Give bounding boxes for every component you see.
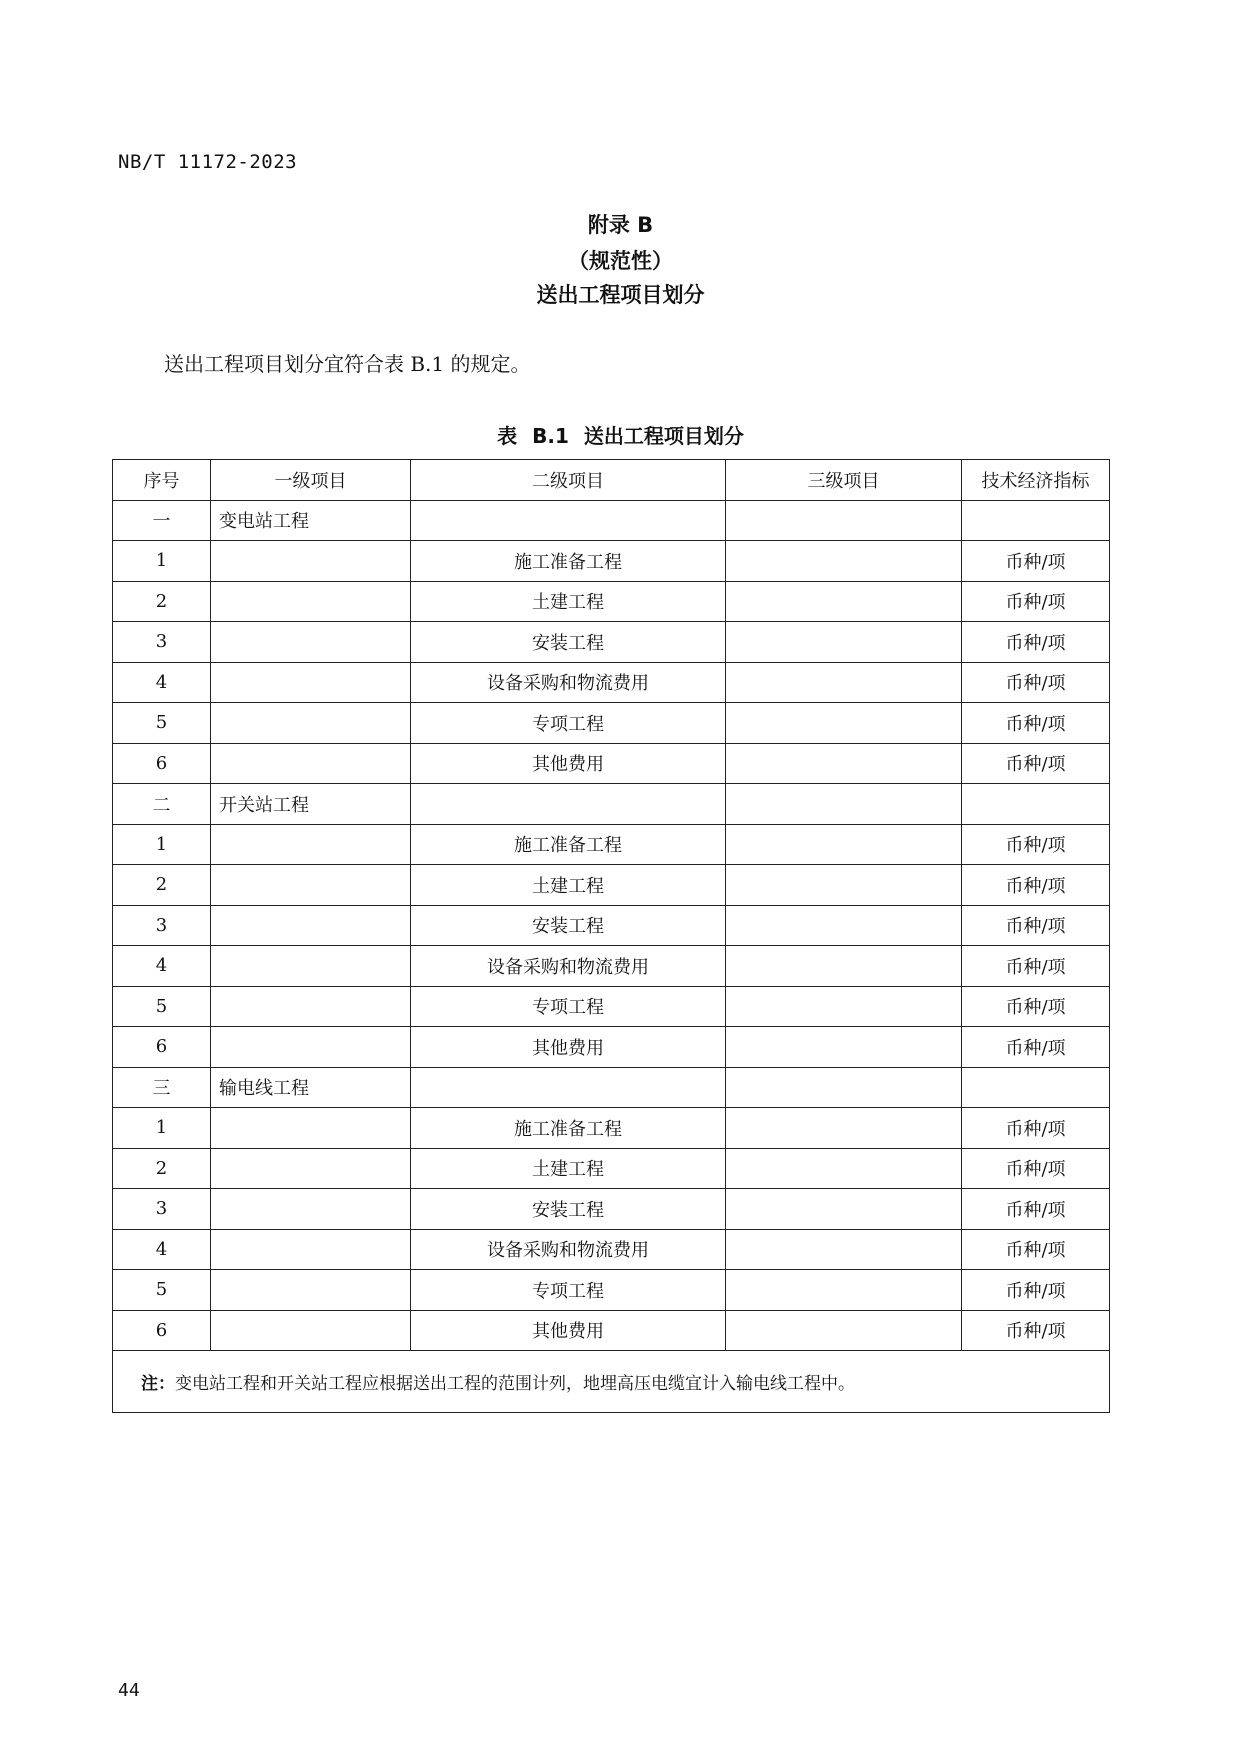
cell-seq: 6 <box>113 1027 211 1068</box>
cell-indicator: 币种/项 <box>962 865 1110 906</box>
table-header-row <box>113 460 1110 501</box>
table-row <box>113 662 1110 703</box>
cell-indicator: 币种/项 <box>962 1310 1110 1351</box>
cell-indicator: 币种/项 <box>962 946 1110 987</box>
cell-seq: 4 <box>113 1229 211 1270</box>
cell-indicator <box>962 784 1110 825</box>
table-caption: 表 B.1 送出工程项目划分 <box>497 424 744 448</box>
table-row <box>113 1067 1110 1108</box>
cell-level3 <box>726 1108 962 1149</box>
cell-level2: 专项工程 <box>411 986 726 1027</box>
table-row <box>113 1270 1110 1311</box>
cell-level1: 输电线工程 <box>211 1067 411 1108</box>
cell-level3 <box>726 622 962 663</box>
cell-indicator: 币种/项 <box>962 703 1110 744</box>
appendix-title: 附录 B <box>587 213 654 237</box>
table-row <box>113 784 1110 825</box>
cell-level2: 其他费用 <box>411 1027 726 1068</box>
note-text: 变电站工程和开关站工程应根据送出工程的范围计列，地埋高压电缆宜计入输电线工程中。 <box>175 1374 855 1394</box>
table-row <box>113 541 1110 582</box>
cell-seq: 3 <box>113 622 211 663</box>
cell-level1 <box>211 865 411 906</box>
table-note <box>113 1351 1110 1413</box>
cell-level3 <box>726 1027 962 1068</box>
table-row <box>113 824 1110 865</box>
cell-level2 <box>411 784 726 825</box>
cell-indicator <box>962 500 1110 541</box>
cell-level1 <box>211 581 411 622</box>
cell-level3 <box>726 865 962 906</box>
cell-level3 <box>726 1148 962 1189</box>
cell-level2: 施工准备工程 <box>411 824 726 865</box>
table-note-row <box>113 1351 1110 1413</box>
header-level1: 一级项目 <box>211 460 411 501</box>
table-row <box>113 1108 1110 1149</box>
cell-indicator: 币种/项 <box>962 1148 1110 1189</box>
cell-level1 <box>211 986 411 1027</box>
cell-level2: 专项工程 <box>411 703 726 744</box>
cell-level2: 其他费用 <box>411 743 726 784</box>
cell-level1 <box>211 541 411 582</box>
cell-level3 <box>726 1229 962 1270</box>
cell-seq: 1 <box>113 824 211 865</box>
cell-indicator: 币种/项 <box>962 541 1110 582</box>
cell-level2: 土建工程 <box>411 581 726 622</box>
cell-level3 <box>726 662 962 703</box>
cell-level1 <box>211 1310 411 1351</box>
table-row <box>113 1229 1110 1270</box>
cell-level1 <box>211 743 411 784</box>
cell-seq: 一 <box>113 500 211 541</box>
cell-seq: 1 <box>113 541 211 582</box>
cell-level1 <box>211 905 411 946</box>
header-level3: 三级项目 <box>726 460 962 501</box>
cell-level1 <box>211 1229 411 1270</box>
cell-seq: 5 <box>113 703 211 744</box>
cell-level1 <box>211 946 411 987</box>
cell-level2: 安装工程 <box>411 622 726 663</box>
cell-level3 <box>726 500 962 541</box>
cell-seq: 4 <box>113 662 211 703</box>
table-row <box>113 865 1110 906</box>
cell-indicator: 币种/项 <box>962 581 1110 622</box>
cell-indicator: 币种/项 <box>962 1189 1110 1230</box>
table-row <box>113 622 1110 663</box>
cell-seq: 1 <box>113 1108 211 1149</box>
cell-indicator: 币种/项 <box>962 1108 1110 1149</box>
cell-level3 <box>726 581 962 622</box>
cell-level2: 土建工程 <box>411 1148 726 1189</box>
cell-level1 <box>211 1189 411 1230</box>
cell-level1 <box>211 824 411 865</box>
table-row <box>113 500 1110 541</box>
cell-level2: 专项工程 <box>411 1270 726 1311</box>
cell-level3 <box>726 703 962 744</box>
cell-seq: 5 <box>113 986 211 1027</box>
cell-seq: 2 <box>113 865 211 906</box>
cell-level3 <box>726 784 962 825</box>
cell-level1 <box>211 1027 411 1068</box>
table-row <box>113 986 1110 1027</box>
cell-level3 <box>726 1067 962 1108</box>
cell-level1: 开关站工程 <box>211 784 411 825</box>
cell-indicator: 币种/项 <box>962 622 1110 663</box>
cell-seq: 5 <box>113 1270 211 1311</box>
cell-seq: 2 <box>113 1148 211 1189</box>
cell-indicator: 币种/项 <box>962 743 1110 784</box>
cell-indicator <box>962 1067 1110 1108</box>
table-row <box>113 703 1110 744</box>
cell-seq: 2 <box>113 581 211 622</box>
cell-level2: 设备采购和物流费用 <box>411 662 726 703</box>
intro-paragraph: 送出工程项目划分宜符合表 B.1 的规定。 <box>164 352 531 376</box>
cell-level2: 设备采购和物流费用 <box>411 946 726 987</box>
cell-seq: 6 <box>113 1310 211 1351</box>
cell-level2: 施工准备工程 <box>411 1108 726 1149</box>
appendix-name: 送出工程项目划分 <box>536 283 705 307</box>
cell-level2: 安装工程 <box>411 1189 726 1230</box>
cell-level3 <box>726 1270 962 1311</box>
cell-level3 <box>726 743 962 784</box>
table-row <box>113 946 1110 987</box>
table-row <box>113 1189 1110 1230</box>
cell-seq: 二 <box>113 784 211 825</box>
cell-level1 <box>211 1148 411 1189</box>
table-row <box>113 743 1110 784</box>
table-body <box>113 500 1110 1413</box>
cell-level1 <box>211 703 411 744</box>
page-number: 44 <box>118 1680 140 1701</box>
cell-level3 <box>726 1310 962 1351</box>
cell-level3 <box>726 1189 962 1230</box>
cell-level2: 施工准备工程 <box>411 541 726 582</box>
project-division-table <box>112 459 1110 1413</box>
cell-seq: 6 <box>113 743 211 784</box>
cell-level3 <box>726 905 962 946</box>
header-level2: 二级项目 <box>411 460 726 501</box>
cell-level2: 其他费用 <box>411 1310 726 1351</box>
cell-seq: 3 <box>113 905 211 946</box>
cell-level3 <box>726 541 962 582</box>
cell-indicator: 币种/项 <box>962 824 1110 865</box>
cell-level3 <box>726 946 962 987</box>
cell-level2 <box>411 1067 726 1108</box>
cell-level3 <box>726 824 962 865</box>
cell-indicator: 币种/项 <box>962 905 1110 946</box>
cell-level3 <box>726 986 962 1027</box>
cell-indicator: 币种/项 <box>962 1027 1110 1068</box>
cell-seq: 4 <box>113 946 211 987</box>
cell-level2: 设备采购和物流费用 <box>411 1229 726 1270</box>
note-label: 注： <box>141 1374 175 1394</box>
cell-level2 <box>411 500 726 541</box>
header-seq: 序号 <box>113 460 211 501</box>
table-row <box>113 1310 1110 1351</box>
cell-level1: 变电站工程 <box>211 500 411 541</box>
table-row <box>113 1148 1110 1189</box>
cell-indicator: 币种/项 <box>962 662 1110 703</box>
cell-seq: 3 <box>113 1189 211 1230</box>
table-row <box>113 1027 1110 1068</box>
appendix-type: （规范性） <box>568 249 673 273</box>
cell-level2: 安装工程 <box>411 905 726 946</box>
standard-code: NB/T 11172-2023 <box>118 151 298 173</box>
cell-level1 <box>211 1108 411 1149</box>
cell-level1 <box>211 662 411 703</box>
header-indicator: 技术经济指标 <box>962 460 1110 501</box>
cell-level1 <box>211 622 411 663</box>
cell-level2: 土建工程 <box>411 865 726 906</box>
cell-seq: 三 <box>113 1067 211 1108</box>
cell-level1 <box>211 1270 411 1311</box>
table-row <box>113 905 1110 946</box>
table-row <box>113 581 1110 622</box>
cell-indicator: 币种/项 <box>962 986 1110 1027</box>
cell-indicator: 币种/项 <box>962 1229 1110 1270</box>
cell-indicator: 币种/项 <box>962 1270 1110 1311</box>
